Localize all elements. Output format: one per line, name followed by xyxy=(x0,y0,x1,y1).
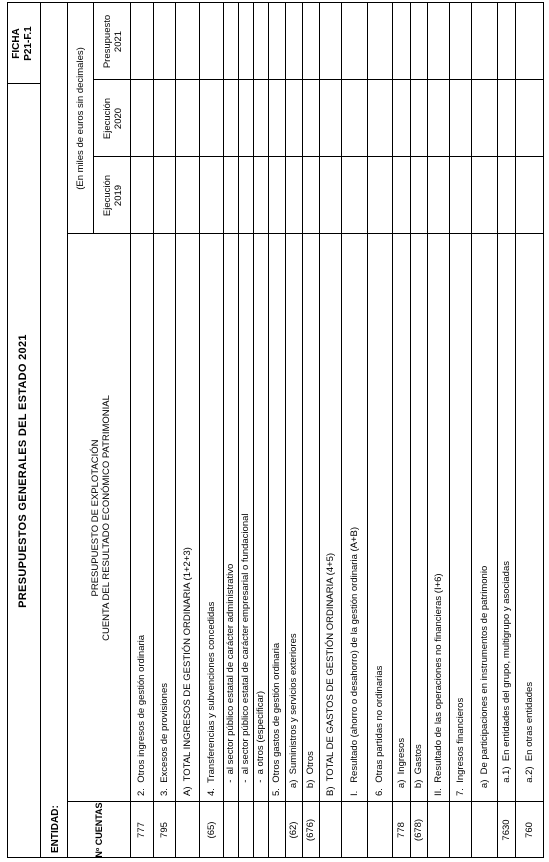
account-number: (678) xyxy=(413,818,424,842)
account-number: 795 xyxy=(159,822,170,838)
row-divider xyxy=(268,2,269,858)
row-divider xyxy=(319,2,320,858)
concept-label: I. Resultado (ahorro o desahorro) de la gestión ordinaria (A+B) xyxy=(349,526,360,796)
concept-label: A) TOTAL INGRESOS DE GESTIÓN ORDINARIA (1+2+3) xyxy=(182,547,193,796)
concept-label: 3. Excesos de provisiones xyxy=(159,682,170,796)
col-2020-header-line1: Ejecución xyxy=(102,97,113,140)
row-divider xyxy=(175,2,176,858)
row-divider xyxy=(497,2,498,858)
concept-divider xyxy=(67,233,544,234)
row-divider xyxy=(285,2,286,858)
concept-label: 5. Otros gastos de gestión ordinaria xyxy=(271,642,282,796)
concept-label: - al sector público estatal de carácter administrativo xyxy=(225,563,236,796)
frame-top xyxy=(7,2,8,858)
entidad-band-bottom xyxy=(67,2,68,858)
concept-label: 2. Otros ingresos de gestión ordinaria xyxy=(136,634,147,796)
row-divider xyxy=(302,2,303,858)
accounts-header: Nº CUENTAS xyxy=(94,802,104,858)
units-divider xyxy=(93,3,94,234)
entidad-label: ENTIDAD: xyxy=(50,805,61,853)
concept-header-line2: CUENTA DEL RESULTADO ECONÓMICO PATRIMONIAL xyxy=(101,395,112,641)
row-divider xyxy=(471,2,472,858)
row-divider xyxy=(427,2,428,858)
col-2021-header-line1: Presupuesto xyxy=(102,14,113,69)
title-band-bottom xyxy=(40,2,41,858)
row-divider xyxy=(223,2,224,858)
concept-label: b) Otros xyxy=(305,751,316,796)
document-title: PRESUPUESTOS GENERALES DEL ESTADO 2021 xyxy=(17,334,29,608)
col-2019-header-line2: 2019 xyxy=(113,184,124,207)
units-label: (En miles de euros sin decimales) xyxy=(75,47,86,190)
account-number: 777 xyxy=(136,822,147,838)
row-divider xyxy=(515,2,516,858)
concept-label: 6. Otras partidas no ordinarias xyxy=(374,665,385,796)
ficha-label: FICHA xyxy=(11,28,22,59)
frame-right xyxy=(7,2,544,3)
account-number: (676) xyxy=(305,818,316,842)
frame-left xyxy=(7,857,544,858)
concept-label: a.2) En otras entidades xyxy=(524,681,535,796)
account-number: 778 xyxy=(396,822,407,838)
ficha-code: P21-F.1 xyxy=(23,26,34,61)
concept-label: B) TOTAL DE GASTOS DE GESTIÓN ORDINARIA (4+5) xyxy=(325,552,336,796)
row-divider xyxy=(367,2,368,858)
concept-label: - al sector público estatal de carácter empresarial o fundacional xyxy=(240,513,251,796)
col-2021-header-line2: 2021 xyxy=(113,30,124,53)
col-2019-header-line1: Ejecución xyxy=(102,174,113,217)
row-divider xyxy=(410,2,411,858)
concept-label: b) Gastos xyxy=(413,744,424,796)
concept-header-line1: PRESUPUESTO DE EXPLOTACIÓN xyxy=(90,439,101,597)
account-number: 7630 xyxy=(501,819,512,841)
row-divider xyxy=(341,2,342,858)
concept-label: a) De participaciones en instrumentos de patrimonio xyxy=(479,565,490,796)
concept-label: a.1) En entidades del grupo, multigrupo y asociadas xyxy=(501,561,512,796)
account-number: (62) xyxy=(288,821,299,839)
col-2020-header-line2: 2020 xyxy=(113,107,124,130)
row-divider xyxy=(449,2,450,858)
row-divider xyxy=(543,2,544,858)
concept-label: II. Resultado de las operaciones no financieras (I+6) xyxy=(433,573,444,796)
account-number: 760 xyxy=(524,822,535,838)
concept-label: - a otros (especificar) xyxy=(255,690,266,796)
concept-label: 4. Transferencias y subvenciones concedidas xyxy=(206,601,217,796)
row-divider xyxy=(238,2,239,858)
row-divider xyxy=(199,2,200,858)
row-divider xyxy=(153,2,154,858)
account-number: (65) xyxy=(206,821,217,839)
concept-label: a) Suministros y servicios exteriores xyxy=(288,633,299,796)
row-divider xyxy=(392,2,393,858)
concept-label: a) Ingresos xyxy=(396,737,407,796)
row-divider xyxy=(253,2,254,858)
concept-label: 7. Ingresos financieros xyxy=(455,697,466,796)
header-block-bottom xyxy=(130,2,131,858)
